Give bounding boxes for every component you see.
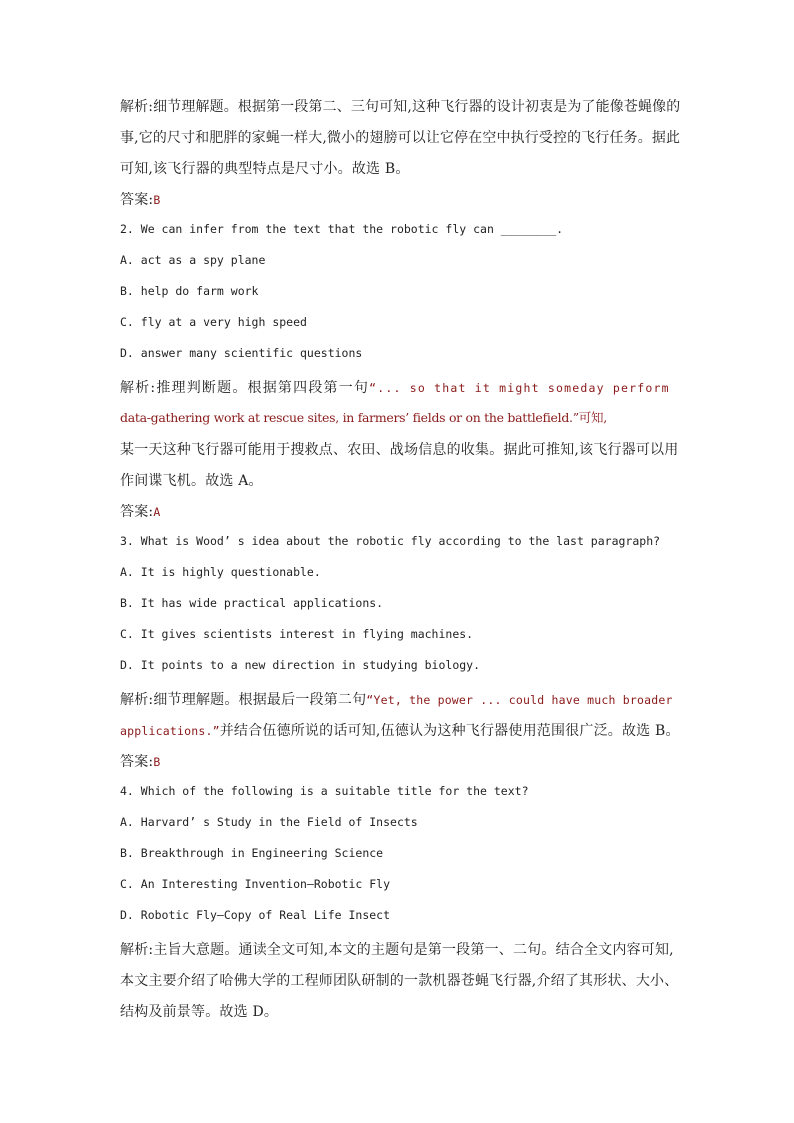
option-c: C. It gives scientists interest in flying machines.: [120, 627, 474, 641]
question-text: 4. Which of the following is a suitable title for the text?: [120, 784, 529, 798]
option-d: D. answer many scientific questions: [120, 346, 363, 360]
analysis-line: 结构及前景等。故选 D。: [120, 1004, 279, 1020]
question-text: 3. What is Wood’ s idea about the robotic fly according to the last paragraph?: [120, 534, 661, 548]
option-a: A. act as a spy plane: [120, 253, 266, 267]
analysis-quote-line: data-gathering work at rescue sites, in farmers’ fields or on the battlefield.”可知,: [120, 410, 607, 425]
analysis-line: 解析:细节理解题。根据第一段第二、三句可知,这种飞行器的设计初衷是为了能像苍蝇像的: [120, 99, 681, 115]
analysis-line: 作间谍飞机。故选 A。: [120, 473, 263, 489]
analysis-quote: “... so that it might someday perform: [369, 381, 670, 395]
option-d: D. Robotic Fly—Copy of Real Life Insect: [120, 908, 391, 922]
answer-line: [120, 189, 160, 209]
answer-label: 答案:: [120, 504, 154, 520]
analysis-line: [120, 377, 670, 397]
analysis-line: 某一天这种飞行器可能用于搜救点、农田、战场信息的收集。据此可推知,该飞行器可以用: [120, 442, 679, 458]
analysis-line: 本文主要介绍了哈佛大学的工程师团队研制的一款机器苍蝇飞行器,介绍了其形状、大小、: [120, 973, 679, 989]
answer-label: 答案:: [120, 192, 154, 208]
analysis-line: 可知,该飞行器的典型特点是尺寸小。故选 B。: [120, 161, 410, 177]
analysis-line: 解析:主旨大意题。通读全文可知,本文的主题句是第一段第一、二句。结合全文内容可知,: [120, 942, 674, 958]
question-text: 2. We can infer from the text that the robotic fly can ________.: [120, 222, 564, 236]
analysis-text: 并结合伍德所说的话可知,伍德认为这种飞行器使用范围很广泛。故选 B。: [219, 723, 680, 739]
analysis-line: [120, 689, 673, 709]
option-a: A. Harvard’ s Study in the Field of Insects: [120, 815, 418, 829]
option-b: B. Breakthrough in Engineering Science: [120, 846, 384, 860]
analysis-quote: applications.”: [120, 724, 220, 738]
analysis-label: 解析:细节理解题。根据最后一段第二句: [120, 692, 367, 708]
answer-line: [120, 751, 160, 771]
option-d: D. It points to a new direction in studying biology.: [120, 658, 481, 672]
option-b: B. help do farm work: [120, 284, 259, 298]
option-c: C. fly at a very high speed: [120, 315, 307, 329]
answer-value: A: [153, 505, 161, 519]
answer-line: [120, 501, 160, 521]
analysis-line: 事,它的尺寸和肥胖的家蝇一样大,微小的翅膀可以让它停在空中执行受控的飞行任务。据此: [120, 130, 681, 146]
answer-value: B: [153, 193, 161, 207]
option-a: A. It is highly questionable.: [120, 565, 321, 579]
answer-value: B: [153, 755, 161, 769]
option-b: B. It has wide practical applications.: [120, 596, 384, 610]
analysis-quote: “Yet, the power ... could have much broader: [366, 693, 673, 707]
analysis-label: 解析:推理判断题。根据第四段第一句: [120, 380, 370, 396]
answer-label: 答案:: [120, 754, 154, 770]
option-c: C. An Interesting Invention—Robotic Fly: [120, 877, 391, 891]
analysis-line: [120, 720, 680, 740]
